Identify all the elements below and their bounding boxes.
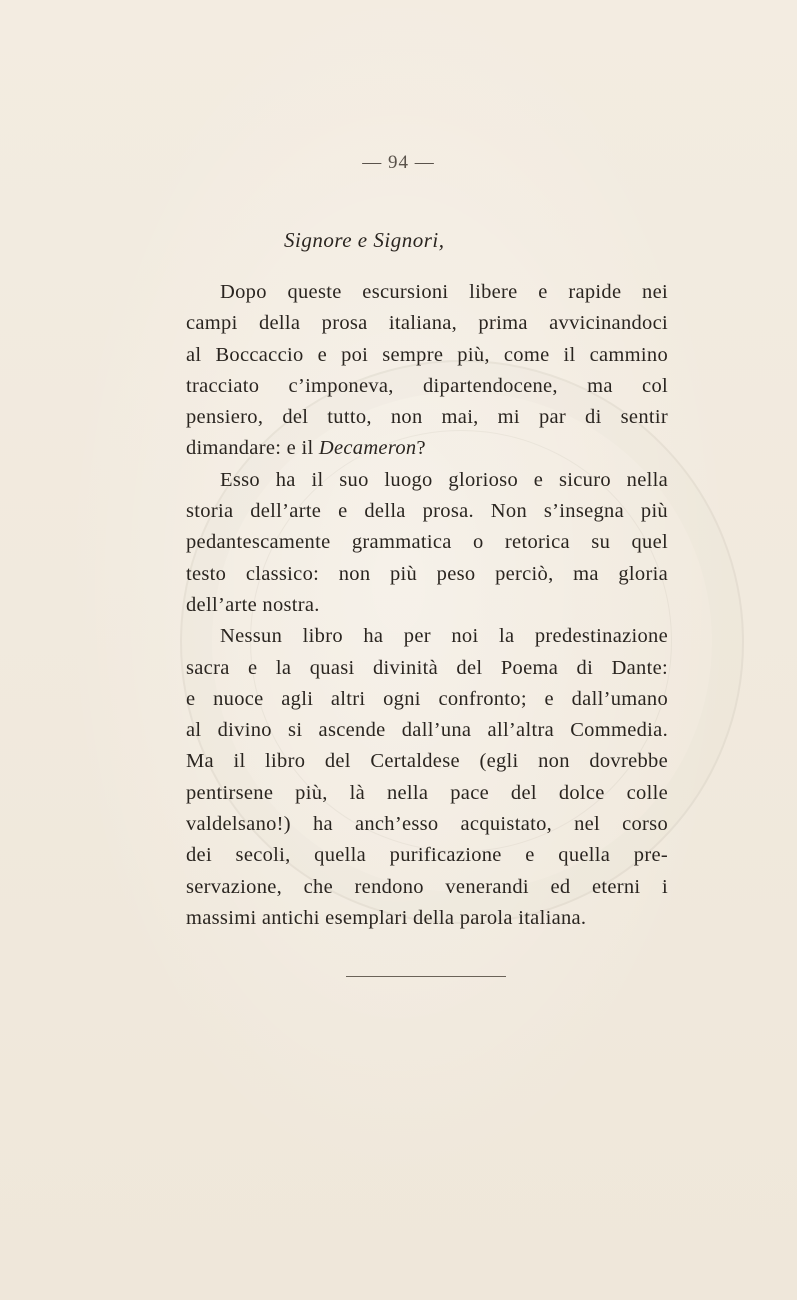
text-line: sacra e la quasi divinità del Poema di Dante: — [186, 656, 668, 679]
text-line: pentirsene più, là nella pace del dolce colle — [186, 781, 668, 804]
text-line: massimi antichi esemplari della parola italiana. — [186, 906, 587, 929]
text-segment: dimandare: e il — [186, 437, 319, 460]
text-segment: ? — [416, 437, 426, 460]
text-line: Nessun libro ha per noi la predestinazione — [220, 625, 668, 648]
text-line: tracciato c’imponeva, dipartendocene, ma col — [186, 374, 668, 397]
page-number: — 94 — — [362, 152, 435, 173]
text-line: al divino si ascende dall’una all’altra Commedia. — [186, 719, 668, 742]
body-text — [186, 277, 668, 934]
text-line: Esso ha il suo luogo glorioso e sicuro nella — [220, 468, 668, 491]
text-line: dell’arte nostra. — [186, 593, 320, 616]
text-line: pedantescamente grammatica o retorica su quel — [186, 531, 668, 554]
text-line: Dopo queste escursioni libere e rapide nei — [220, 281, 668, 303]
text-line: dei secoli, quella purificazione e quella pre- — [186, 844, 668, 867]
text-line: al Boccaccio e poi sempre più, come il cammino — [186, 343, 668, 366]
text-line: storia dell’arte e della prosa. Non s’insegna più — [186, 500, 668, 523]
text-line — [186, 433, 668, 464]
text-line: valdelsano!) ha anch’esso acquistato, nel corso — [186, 813, 668, 836]
italic-title: Decameron — [318, 437, 417, 460]
text-line: Ma il libro del Certaldese (egli non dovrebbe — [186, 750, 668, 773]
text-line: pensiero, del tutto, non mai, mi par di sentir — [186, 406, 668, 429]
text-line: campi della prosa italiana, prima avvicinandoci — [186, 312, 668, 335]
salutation: Signore e Signori, — [284, 228, 445, 252]
text-line: testo classico: non più peso perciò, ma gloria — [186, 562, 668, 585]
section-rule — [346, 976, 506, 977]
text-line: e nuoce agli altri ogni confronto; e dall’umano — [186, 687, 668, 710]
text-line: servazione, che rendono venerandi ed eterni i — [186, 875, 668, 898]
